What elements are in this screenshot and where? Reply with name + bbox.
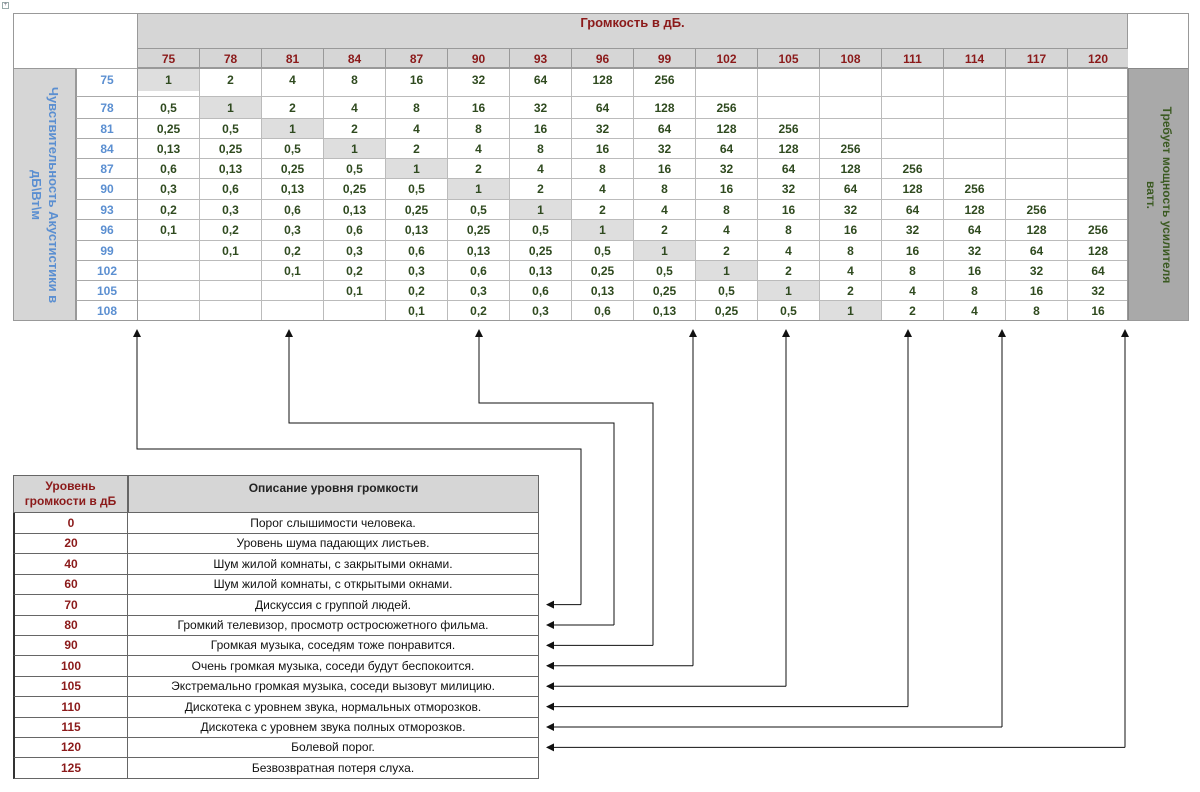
column-header-117: 117 xyxy=(1005,48,1067,68)
table-cell: 32 xyxy=(1067,280,1128,300)
table-cell: 128 xyxy=(1005,219,1067,240)
table-cell: 0,13 xyxy=(633,300,695,321)
table-cell: 2 xyxy=(819,280,881,300)
table-cell: 256 xyxy=(1067,219,1128,240)
table-cell: 0,25 xyxy=(261,158,323,178)
table-cell: 32 xyxy=(1005,260,1067,280)
row-header-99: 99 xyxy=(76,240,137,260)
column-header-96: 96 xyxy=(571,48,633,68)
table-cell: 0,2 xyxy=(137,199,199,219)
table-anchor-icon[interactable]: + xyxy=(3,2,8,8)
column-header-93: 93 xyxy=(509,48,571,68)
column-header-108: 108 xyxy=(819,48,881,68)
legend-level-60: 60 xyxy=(13,574,128,595)
table-cell: 2 xyxy=(509,178,571,199)
table-cell: 0,5 xyxy=(757,300,819,321)
table-cell: 0,1 xyxy=(261,260,323,280)
table-cell: 64 xyxy=(943,219,1005,240)
table-cell: 0,1 xyxy=(385,300,447,321)
table-cell: 256 xyxy=(819,138,881,158)
legend-description: Уровень шума падающих листьев. xyxy=(128,533,539,554)
table-cell: 0,3 xyxy=(385,260,447,280)
table-cell: 0,6 xyxy=(509,280,571,300)
table-cell: 0,6 xyxy=(571,300,633,321)
table-cell: 0,13 xyxy=(509,260,571,280)
legend-description: Шум жилой комнаты, с закрытыми окнами. xyxy=(128,554,539,575)
table-cell: 0,5 xyxy=(137,96,199,118)
table-cell: 16 xyxy=(1067,300,1128,321)
row-header-96: 96 xyxy=(76,219,137,240)
legend-level-100: 100 xyxy=(13,656,128,677)
table-cell: 0,6 xyxy=(447,260,509,280)
row-header-90: 90 xyxy=(76,178,137,199)
table-cell: 128 xyxy=(695,118,757,138)
table-cell: 0,2 xyxy=(199,219,261,240)
table-cell: 128 xyxy=(943,199,1005,219)
table-cell: 4 xyxy=(695,219,757,240)
arrow-from-column-90 xyxy=(479,330,653,645)
table-cell: 256 xyxy=(633,68,695,96)
legend-level-120: 120 xyxy=(13,737,128,758)
table-cell: 0,6 xyxy=(137,158,199,178)
row-header-78: 78 xyxy=(76,96,137,118)
row-title-line2: дБ\Вт\м xyxy=(29,169,44,220)
legend-header-description: Описание уровня громкости xyxy=(128,475,539,513)
table-cell: 1 xyxy=(447,178,509,199)
table-cell: 8 xyxy=(695,199,757,219)
table-cell: 0,25 xyxy=(323,178,385,199)
legend-description: Дискотека с уровнем звука полных отморозков. xyxy=(128,717,539,738)
table-cell: 0,13 xyxy=(447,240,509,260)
table-cell: 4 xyxy=(881,280,943,300)
legend-level-125: 125 xyxy=(13,758,128,779)
table-cell: 1 xyxy=(633,240,695,260)
table-cell: 2 xyxy=(199,68,261,96)
table-cell: 4 xyxy=(571,178,633,199)
column-header-114: 114 xyxy=(943,48,1005,68)
column-header-111: 111 xyxy=(881,48,943,68)
legend-level-115: 115 xyxy=(13,717,128,738)
table-cell: 16 xyxy=(571,138,633,158)
table-cell: 2 xyxy=(633,219,695,240)
legend-description: Шум жилой комнаты, с открытыми окнами. xyxy=(128,574,539,595)
table-cell: 1 xyxy=(323,138,385,158)
table-cell: 16 xyxy=(447,96,509,118)
table-cell: 32 xyxy=(881,219,943,240)
table-cell: 0,5 xyxy=(695,280,757,300)
column-header-102: 102 xyxy=(695,48,757,68)
table-cell: 0,25 xyxy=(695,300,757,321)
table-cell: 64 xyxy=(509,68,571,96)
legend-level-70: 70 xyxy=(13,595,128,616)
table-cell: 256 xyxy=(757,118,819,138)
legend-description: Громкий телевизор, просмотр остросюжетного фильма. xyxy=(128,615,539,636)
table-cell: 16 xyxy=(881,240,943,260)
column-header-90: 90 xyxy=(447,48,509,68)
legend-level-105: 105 xyxy=(13,676,128,697)
table-cell: 16 xyxy=(757,199,819,219)
legend-level-80: 80 xyxy=(13,615,128,636)
table-cell: 0,3 xyxy=(137,178,199,199)
table-cell: 32 xyxy=(571,118,633,138)
table-cell: 2 xyxy=(323,118,385,138)
column-header-78: 78 xyxy=(199,48,261,68)
table-cell: 2 xyxy=(447,158,509,178)
table-cell: 0,2 xyxy=(385,280,447,300)
column-header-75: 75 xyxy=(137,48,199,68)
table-cell: 2 xyxy=(881,300,943,321)
legend-description: Порог слышимости человека. xyxy=(128,513,539,534)
table-cell: 128 xyxy=(633,96,695,118)
table-cell: 256 xyxy=(943,178,1005,199)
table-cell: 0,3 xyxy=(509,300,571,321)
row-header-93: 93 xyxy=(76,199,137,219)
table-cell: 256 xyxy=(695,96,757,118)
table-cell: 8 xyxy=(447,118,509,138)
table-cell: 0,2 xyxy=(447,300,509,321)
table-cell: 64 xyxy=(1005,240,1067,260)
table-cell: 0,5 xyxy=(509,219,571,240)
table-cell: 1 xyxy=(509,199,571,219)
table-cell: 0,13 xyxy=(385,219,447,240)
table-cell: 256 xyxy=(881,158,943,178)
column-header-81: 81 xyxy=(261,48,323,68)
table-cell: 32 xyxy=(633,138,695,158)
table-cell: 128 xyxy=(571,68,633,96)
table-cell: 4 xyxy=(323,96,385,118)
table-cell: 4 xyxy=(633,199,695,219)
table-cell: 8 xyxy=(943,280,1005,300)
table-cell: 128 xyxy=(757,138,819,158)
table-cell: 32 xyxy=(447,68,509,96)
table-cell: 4 xyxy=(943,300,1005,321)
table-cell: 1 xyxy=(385,158,447,178)
table-cell: 0,5 xyxy=(571,240,633,260)
table-cell: 128 xyxy=(881,178,943,199)
table-cell: 32 xyxy=(757,178,819,199)
table-cell: 0,13 xyxy=(323,199,385,219)
table-cell: 64 xyxy=(571,96,633,118)
column-header-99: 99 xyxy=(633,48,695,68)
row-header-75: 75 xyxy=(76,68,137,96)
table-cell: 16 xyxy=(509,118,571,138)
row-header-87: 87 xyxy=(76,158,137,178)
legend-level-110: 110 xyxy=(13,697,128,718)
table-cell: 0,6 xyxy=(199,178,261,199)
table-cell: 0,25 xyxy=(447,219,509,240)
legend-level-40: 40 xyxy=(13,554,128,575)
table-cell: 0,13 xyxy=(261,178,323,199)
table-cell: 1 xyxy=(137,68,199,96)
table-cell: 0,5 xyxy=(633,260,695,280)
row-header-81: 81 xyxy=(76,118,137,138)
table-cell: 8 xyxy=(385,96,447,118)
table-cell: 1 xyxy=(757,280,819,300)
column-header-105: 105 xyxy=(757,48,819,68)
legend-description: Дискуссия с группой людей. xyxy=(128,595,539,616)
table-cell: 0,1 xyxy=(323,280,385,300)
table-cell: 0,3 xyxy=(199,199,261,219)
table-cell: 128 xyxy=(1067,240,1128,260)
table-cell: 0,3 xyxy=(323,240,385,260)
table-cell: 8 xyxy=(757,219,819,240)
table-cell: 0,1 xyxy=(137,219,199,240)
legend-description: Безвозвратная потеря слуха. xyxy=(128,758,539,779)
table-cell: 16 xyxy=(819,219,881,240)
table-cell: 0,25 xyxy=(385,199,447,219)
table-cell: 1 xyxy=(819,300,881,321)
legend-level-20: 20 xyxy=(13,533,128,554)
table-cell: 4 xyxy=(447,138,509,158)
table-cell: 2 xyxy=(757,260,819,280)
table-cell: 0,5 xyxy=(199,118,261,138)
row-header-108: 108 xyxy=(76,300,137,321)
table-cell: 2 xyxy=(571,199,633,219)
table-cell: 0,1 xyxy=(199,240,261,260)
row-title-line1: Чувствительность Акустистики в xyxy=(46,86,61,303)
table-cell: 16 xyxy=(385,68,447,96)
table-cell: 0,5 xyxy=(385,178,447,199)
table-cell: 64 xyxy=(881,199,943,219)
table-cell: 0,2 xyxy=(323,260,385,280)
table-cell: 0,25 xyxy=(137,118,199,138)
right-title-line2: ватт. xyxy=(1143,180,1158,209)
table-cell: 16 xyxy=(943,260,1005,280)
table-cell: 8 xyxy=(881,260,943,280)
table-cell: 64 xyxy=(633,118,695,138)
table-cell: 1 xyxy=(571,219,633,240)
table-cell: 8 xyxy=(509,138,571,158)
table-cell: 64 xyxy=(819,178,881,199)
table-cell: 4 xyxy=(261,68,323,96)
table-cell: 32 xyxy=(695,158,757,178)
table-cell: 0,6 xyxy=(323,219,385,240)
table-cell: 1 xyxy=(199,96,261,118)
table-cell: 2 xyxy=(695,240,757,260)
table-cell: 0,5 xyxy=(261,138,323,158)
table-cell: 0,13 xyxy=(571,280,633,300)
table-cell: 8 xyxy=(819,240,881,260)
table-cell: 0,6 xyxy=(261,199,323,219)
legend-level-0: 0 xyxy=(13,513,128,534)
column-title: Громкость в дБ. xyxy=(580,15,685,30)
column-header-120: 120 xyxy=(1067,48,1128,68)
legend-description: Экстремально громкая музыка, соседи вызовут милицию. xyxy=(128,676,539,697)
table-cell: 4 xyxy=(819,260,881,280)
legend-description: Дискотека с уровнем звука, нормальных отморозков. xyxy=(128,697,539,718)
row-header-84: 84 xyxy=(76,138,137,158)
table-cell: 2 xyxy=(385,138,447,158)
table-cell: 4 xyxy=(757,240,819,260)
table-cell: 0,2 xyxy=(261,240,323,260)
arrow-from-column-81 xyxy=(289,330,614,625)
legend-description: Громкая музыка, соседям тоже понравится. xyxy=(128,635,539,656)
table-cell: 64 xyxy=(695,138,757,158)
table-cell: 32 xyxy=(819,199,881,219)
table-cell: 4 xyxy=(509,158,571,178)
legend-level-90: 90 xyxy=(13,635,128,656)
table-cell: 0,5 xyxy=(447,199,509,219)
table-cell: 64 xyxy=(1067,260,1128,280)
table-cell: 4 xyxy=(385,118,447,138)
table-cell: 0,25 xyxy=(199,138,261,158)
table-cell: 256 xyxy=(1005,199,1067,219)
table-cell: 64 xyxy=(757,158,819,178)
row-header-102: 102 xyxy=(76,260,137,280)
table-cell: 8 xyxy=(1005,300,1067,321)
table-cell: 0,25 xyxy=(509,240,571,260)
table-cell: 16 xyxy=(633,158,695,178)
table-cell: 0,13 xyxy=(137,138,199,158)
legend-description: Болевой порог. xyxy=(128,737,539,758)
table-cell: 1 xyxy=(695,260,757,280)
table-cell: 8 xyxy=(633,178,695,199)
table-cell: 0,3 xyxy=(447,280,509,300)
table-cell: 0,13 xyxy=(199,158,261,178)
table-cell: 0,3 xyxy=(261,219,323,240)
table-cell: 0,5 xyxy=(323,158,385,178)
table-cell: 32 xyxy=(509,96,571,118)
column-header-87: 87 xyxy=(385,48,447,68)
table-cell: 8 xyxy=(571,158,633,178)
row-header-105: 105 xyxy=(76,280,137,300)
table-cell: 0,25 xyxy=(633,280,695,300)
table-cell: 16 xyxy=(1005,280,1067,300)
table-cell: 1 xyxy=(261,118,323,138)
table-cell: 32 xyxy=(943,240,1005,260)
arrow-from-column-75 xyxy=(137,330,581,605)
table-cell: 0,25 xyxy=(571,260,633,280)
table-cell: 16 xyxy=(695,178,757,199)
right-title-line1: Требует мощность усилителя xyxy=(1159,106,1174,283)
table-cell: 128 xyxy=(819,158,881,178)
legend-description: Очень громкая музыка, соседи будут беспокоится. xyxy=(128,656,539,677)
table-cell: 2 xyxy=(261,96,323,118)
legend-header-level: Уровень громкости в дБ xyxy=(13,475,128,513)
table-cell: 0,6 xyxy=(385,240,447,260)
column-header-84: 84 xyxy=(323,48,385,68)
table-cell: 8 xyxy=(323,68,385,96)
